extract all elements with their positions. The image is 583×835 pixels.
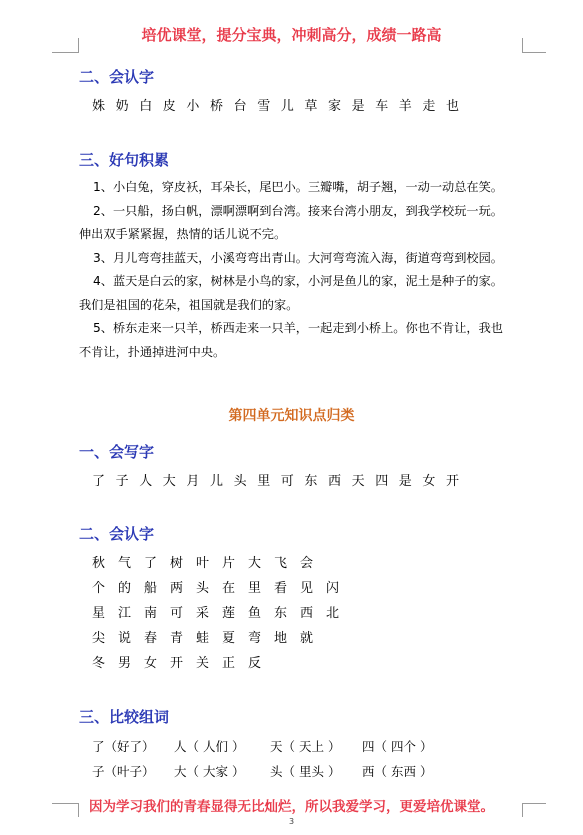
char-item: 台 — [233, 99, 247, 114]
char-item: 北 — [326, 606, 340, 621]
char-item: 了 — [92, 474, 106, 489]
header-banner: 培优课堂，提分宝典，冲刺高分，成绩一路高 — [141, 26, 442, 44]
char-item: 春 — [144, 631, 158, 646]
char-item: 秋 — [92, 556, 106, 571]
char-item: 小 — [186, 99, 200, 114]
char-item: 也 — [446, 99, 460, 114]
char-item: 男 — [118, 656, 132, 671]
char-item: 说 — [118, 631, 132, 646]
section-title-good-sentences: 三、好句积累 — [79, 151, 170, 169]
compare-item: 大（ 大家 ） — [174, 764, 245, 779]
char-item: 草 — [304, 99, 318, 114]
char-item: 就 — [300, 631, 314, 646]
char-item: 树 — [170, 556, 184, 571]
char-item: 开 — [170, 656, 184, 671]
char-item: 皮 — [162, 99, 176, 114]
char-item: 星 — [92, 606, 106, 621]
section-title-recognize: 二、会认字 — [79, 68, 155, 86]
char-item: 大 — [248, 556, 262, 571]
sentence-line: 4、蓝天是白云的家，树林是小鸟的家，小河是鱼儿的家，泥土是种子的家。 — [93, 274, 503, 288]
char-item: 东 — [274, 606, 288, 621]
char-item: 儿 — [210, 474, 224, 489]
char-item: 地 — [274, 631, 288, 646]
char-item: 冬 — [92, 656, 106, 671]
sentence-line: 2、一只船，扬白帆，漂啊漂啊到台湾。接来台湾小朋友，到我学校玩一玩。 — [93, 203, 503, 218]
section-title-compare-words: 三、比较组词 — [79, 708, 170, 726]
char-item: 羊 — [398, 99, 412, 114]
char-item: 反 — [248, 656, 262, 671]
char-item: 弯 — [248, 631, 262, 646]
char-item: 会 — [300, 556, 314, 571]
compare-item: 天（ 天上 ） — [270, 739, 341, 754]
char-item: 女 — [144, 656, 158, 671]
compare-item: 西（ 东西 ） — [362, 764, 433, 779]
char-item: 里 — [248, 581, 262, 596]
char-item: 采 — [196, 606, 210, 621]
char-item: 走 — [422, 99, 436, 114]
sentence-line: 不肯让，扑通掉进河中央。 — [79, 344, 226, 359]
crop-mark — [52, 52, 78, 53]
char-item: 可 — [170, 606, 184, 621]
char-item: 人 — [139, 474, 153, 489]
char-item: 正 — [222, 656, 236, 671]
char-item: 头 — [233, 474, 247, 489]
char-item: 江 — [118, 606, 132, 621]
char-item: 奶 — [115, 99, 129, 114]
char-item: 是 — [351, 99, 365, 114]
char-item: 开 — [446, 474, 460, 489]
char-item: 桥 — [210, 99, 224, 114]
char-item: 夏 — [222, 631, 236, 646]
char-item: 见 — [300, 581, 314, 596]
char-item: 是 — [398, 474, 412, 489]
char-item: 天 — [351, 474, 365, 489]
char-item: 雪 — [257, 99, 271, 114]
char-item: 两 — [170, 581, 184, 596]
page-number: 3 — [288, 817, 295, 826]
char-item: 四 — [375, 474, 389, 489]
char-item: 里 — [257, 474, 271, 489]
char-item: 可 — [280, 474, 294, 489]
char-item: 家 — [328, 99, 342, 114]
char-item: 儿 — [280, 99, 294, 114]
char-item: 南 — [144, 606, 158, 621]
char-item: 蛙 — [196, 631, 210, 646]
char-item: 西 — [328, 474, 342, 489]
char-item: 尖 — [92, 631, 106, 646]
char-item: 月 — [186, 474, 200, 489]
sentence-line: 3、月儿弯弯挂蓝天，小溪弯弯出青山。大河弯弯流入海，街道弯弯到校园。 — [93, 250, 503, 265]
footer-banner: 因为学习我们的青春显得无比灿烂，所以我爱学习，更爱培优课堂。 — [89, 799, 494, 815]
section-title-recognize-2: 二、会认字 — [79, 525, 155, 543]
sentence-line: 我们是祖国的花朵，祖国就是我们的家。 — [79, 297, 299, 312]
char-item: 白 — [139, 99, 153, 114]
char-item: 闪 — [326, 581, 340, 596]
char-item: 女 — [422, 474, 436, 489]
compare-item: 四（ 四个 ） — [362, 739, 433, 754]
char-item: 气 — [118, 556, 132, 571]
char-item: 鱼 — [248, 606, 262, 621]
sentence-line: 1、小白兔，穿皮袄，耳朵长，尾巴小。三瓣嘴，胡子翘，一动一动总在笑。 — [93, 180, 503, 194]
char-item: 叶 — [196, 556, 210, 571]
char-item: 船 — [144, 581, 158, 596]
char-item: 头 — [196, 581, 210, 596]
char-item: 的 — [118, 581, 132, 596]
char-item: 在 — [222, 581, 236, 596]
char-item: 西 — [300, 606, 314, 621]
char-item: 了 — [144, 556, 158, 571]
char-item: 大 — [162, 474, 176, 489]
char-item: 莲 — [222, 606, 236, 621]
char-item: 看 — [274, 581, 288, 596]
char-item: 片 — [222, 556, 236, 571]
section-title-write: 一、会写字 — [79, 443, 155, 461]
compare-item: 头（ 里头 ） — [270, 764, 341, 779]
char-item: 飞 — [274, 556, 288, 571]
sentence-line: 5、桥东走来一只羊，桥西走来一只羊，一起走到小桥上。你也不肯让，我也 — [93, 321, 503, 335]
char-item: 关 — [196, 656, 210, 671]
char-item: 车 — [375, 99, 389, 114]
sentence-line: 伸出双手紧紧握，热情的话儿说不完。 — [79, 227, 287, 241]
char-item: 姝 — [92, 99, 106, 114]
compare-item: 子（叶子） — [92, 764, 155, 779]
char-item: 东 — [304, 474, 318, 489]
crop-mark — [522, 52, 546, 53]
char-item: 子 — [115, 474, 129, 489]
char-item: 青 — [170, 631, 184, 646]
sentences-block — [79, 176, 525, 364]
compare-item: 了（好了） — [92, 739, 155, 754]
unit-title: 第四单元知识点归类 — [228, 408, 355, 424]
compare-item: 人（ 人们 ） — [174, 739, 245, 754]
char-item: 个 — [92, 581, 106, 596]
